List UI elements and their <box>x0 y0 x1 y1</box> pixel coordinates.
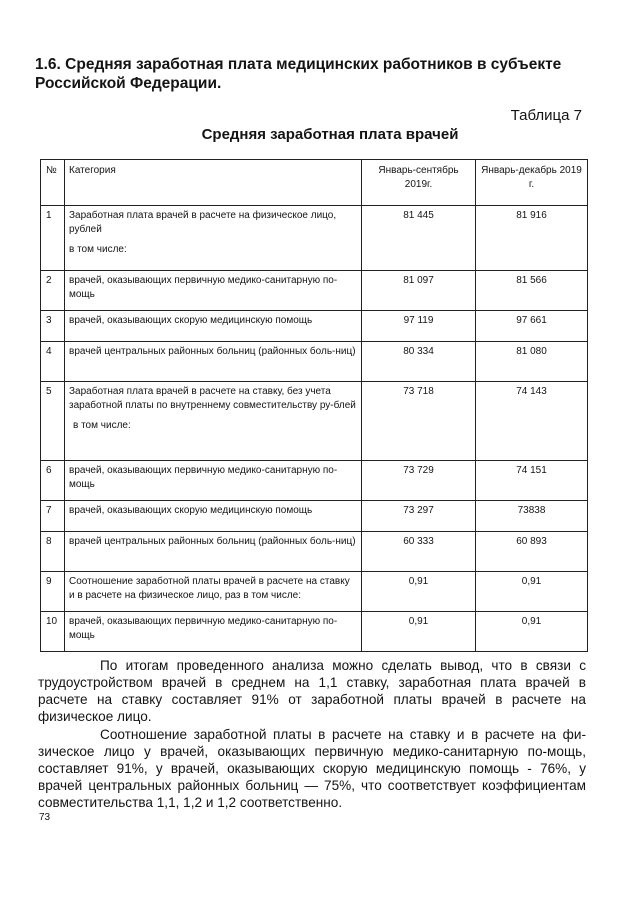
row-category-text: Заработная плата врачей в расчете на физическое лицо, рублей <box>69 210 337 235</box>
row-value-period-2: 60 893 <box>476 532 588 572</box>
header-period-2: Январь-декабрь 2019 г. <box>476 160 588 206</box>
table-row <box>41 612 588 652</box>
table-row <box>41 572 588 612</box>
row-category: врачей, оказывающих первичную медико-санитарную по-мощь <box>65 461 362 501</box>
table-row <box>41 501 588 532</box>
table-row <box>41 342 588 382</box>
conclusion-paragraph-2: Соотношение заработной платы в расчете на ставку и в расчете на фи-зическое лицо у врачей, оказывающих первичную медико-санитарную по-мощь, составляет 91%, у врачей, оказывающих скорую медицинскую помощь - 76%, у врачей центральных районных больниц — 75%, что соответствует коэффициентам совместительства 1,1, 1,2 и 1,2 соответственно. <box>38 727 586 810</box>
row-category <box>65 382 362 461</box>
row-value-period-1: 73 718 <box>362 382 476 461</box>
row-number: 6 <box>41 461 65 501</box>
table-row <box>41 461 588 501</box>
table-row <box>41 271 588 311</box>
row-value-period-1: 80 334 <box>362 342 476 382</box>
header-number: № <box>41 160 65 206</box>
row-value-period-1: 97 119 <box>362 311 476 342</box>
section-title: 1.6. Средняя заработная плата медицинских работников в субъекте Российской Федерации. <box>35 56 562 92</box>
row-value-period-2: 74 143 <box>476 382 588 461</box>
table-header-row <box>41 160 588 206</box>
table-title: Средняя заработная плата врачей <box>201 126 459 143</box>
table-row <box>41 382 588 461</box>
row-value-period-1: 0,91 <box>362 572 476 612</box>
row-number: 3 <box>41 311 65 342</box>
row-number: 4 <box>41 342 65 382</box>
header-period-1: Январь-сентябрь 2019г. <box>362 160 476 206</box>
row-category: врачей, оказывающих первичную медико-санитарную по-мощь <box>65 271 362 311</box>
row-value-period-2: 73838 <box>476 501 588 532</box>
row-category-note: в том числе: <box>69 244 127 255</box>
table-row <box>41 206 588 271</box>
row-value-period-2: 81 566 <box>476 271 588 311</box>
row-number: 1 <box>41 206 65 271</box>
row-category-text: Заработная плата врачей в расчете на ставку, без учета заработной платы по внутреннему совместительству ру-блей <box>69 386 356 411</box>
row-number: 7 <box>41 501 65 532</box>
row-category: врачей, оказывающих первичную медико-санитарную по-мощь <box>65 612 362 652</box>
row-value-period-2: 74 151 <box>476 461 588 501</box>
row-value-period-1: 73 297 <box>362 501 476 532</box>
table-row <box>41 532 588 572</box>
row-number: 5 <box>41 382 65 461</box>
row-value-period-1: 60 333 <box>362 532 476 572</box>
row-number: 8 <box>41 532 65 572</box>
row-number: 9 <box>41 572 65 612</box>
row-value-period-1: 81 097 <box>362 271 476 311</box>
row-value-period-2: 81 916 <box>476 206 588 271</box>
row-number: 2 <box>41 271 65 311</box>
row-category: врачей, оказывающих скорую медицинскую помощь <box>65 501 362 532</box>
row-value-period-1: 81 445 <box>362 206 476 271</box>
row-category: врачей, оказывающих скорую медицинскую помощь <box>65 311 362 342</box>
row-value-period-2: 0,91 <box>476 612 588 652</box>
row-value-period-2: 81 080 <box>476 342 588 382</box>
header-category: Категория <box>65 160 362 206</box>
table-row <box>41 311 588 342</box>
row-value-period-2: 0,91 <box>476 572 588 612</box>
row-value-period-2: 97 661 <box>476 311 588 342</box>
table-number: Таблица 7 <box>510 107 582 124</box>
page-number: 73 <box>39 812 51 823</box>
row-category-note: в том числе: <box>73 420 131 431</box>
row-number: 10 <box>41 612 65 652</box>
row-value-period-1: 73 729 <box>362 461 476 501</box>
salary-table <box>40 159 588 652</box>
row-value-period-1: 0,91 <box>362 612 476 652</box>
row-category: врачей центральных районных больниц (районных боль-ниц) <box>65 532 362 572</box>
conclusion-paragraph-1: По итогам проведенного анализа можно сделать вывод, что в связи с трудоустройством врачей в среднем на 1,1 ставку, заработная плата врачей в расчете на ставку составляет 91% от заработной платы врачей в расчете на физическое лицо. <box>38 658 586 724</box>
row-category: врачей центральных районных больниц (районных боль-ниц) <box>65 342 362 382</box>
row-category: Соотношение заработной платы врачей в расчете на ставку и в расчете на физическое лицо, раз в том числе: <box>65 572 362 612</box>
row-category <box>65 206 362 271</box>
